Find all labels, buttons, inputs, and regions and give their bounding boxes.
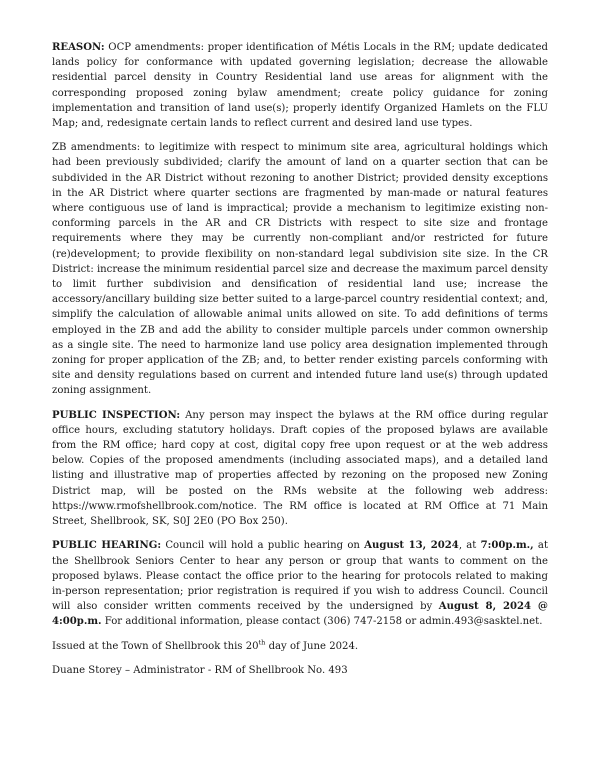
- zb-amendments-paragraph: [52, 140, 548, 398]
- public-hearing-heading: PUBLIC HEARING:: [52, 540, 162, 552]
- reason-heading: REASON:: [52, 42, 105, 53]
- reason-text: OCP amendments: proper identification of Métis Locals in the RM; update dedicated lands policy for conformance with updated governing legislation; decrease the allowable residential parcel density in Country Residential land use areas for alignment with the corresponding proposed zoning bylaw amendment; create policy guidance for zoning implementation and transition of land use(s); properly identify Organized Hamlets on the FLU Map; and, redesignate certain lands to reflect current and desired land use types.: [52, 42, 548, 130]
- signature-line: [52, 663, 548, 678]
- hearing-time: 7:00p.m.,: [480, 540, 534, 552]
- public-hearing-text-4: For additional information, please contact (306) 747-2158 or admin.493@sasktel.net.: [104, 616, 543, 628]
- issued-day-suffix: th: [258, 638, 266, 647]
- public-hearing-text-1: Council will hold a public hearing on: [165, 540, 360, 552]
- signature-text: Duane Storey – Administrator - RM of Shellbrook No. 493: [52, 664, 348, 676]
- public-hearing-text-2: , at: [458, 540, 477, 552]
- public-hearing-text-3: at the Shellbrook Seniors Center to hear any person or group that wants to comment on the proposed bylaws. Please contact the office prior to the hearing for protocols related to making in-person representation; prior registration is required if you wish to address Council. Council will also consider written comments received by the undersigned by: [52, 540, 548, 613]
- zb-amendments-text: ZB amendments: to legitimize with respect to minimum site area, agricultural holdings which had been previously subdivided; clarify the amount of land on a quarter section that can be subdivided in the AR District without rezoning to another District; provided density exceptions in the AR District where quarter sections are fragmented by man-made or natural features where contiguous use of land is impractical; provide a mechanism to legitimize existing non-conforming parcels in the AR and CR Districts with respect to site size and frontage requirements where they may be currently non-compliant and/or restricted for future (re)development; to provide flexibility on non-standard legal subdivision site size. In the CR District: increase the minimum residential parcel size and decrease the maximum parcel density to limit further subdivision and densification of residential land use; increase the accessory/ancillary building size better suited to a large-parcel country residential context; and, simplify the calculation of allowable animal units allowed on site. To add definitions of terms employed in the ZB and add the ability to consider multiple parcels under common ownership as a single site. The need to harmonize land use policy area designation implemented through zoning for proper application of the ZB; and, to better render existing parcels conforming with site and density regulations based on current and intended future land use(s) through updated zoning assignment.: [52, 142, 548, 397]
- public-hearing-paragraph: [52, 538, 548, 629]
- issued-text-after: day of June 2024.: [265, 640, 359, 652]
- hearing-date: August 13, 2024: [364, 540, 459, 552]
- issued-line: [52, 639, 548, 654]
- notice-body: [52, 40, 548, 687]
- public-inspection-heading: PUBLIC INSPECTION:: [52, 409, 181, 421]
- issued-text-before: Issued at the Town of Shellbrook this 20: [52, 640, 259, 652]
- public-inspection-text: Any person may inspect the bylaws at the RM office during regular office hours, excluding statutory holidays. Draft copies of the proposed bylaws are available from the RM office; hard copy at cost, digital copy free upon request or at the web address below. Copies of the proposed amendments (including associated maps), and a detailed land listing and illustrative map of properties affected by rezoning on the proposed new Zoning District map, will be posted on the RMs website at the following web address: https://www.rmofshellbrook.com/notice. The RM office is located at RM Office at 71 Main Street, Shellbrook, SK, S0J 2E0 (PO Box 250).: [52, 409, 548, 528]
- public-inspection-paragraph: [52, 408, 548, 530]
- comment-deadline: August 8, 2024 @ 4:00p.m.: [52, 601, 548, 628]
- reason-paragraph: [52, 40, 548, 131]
